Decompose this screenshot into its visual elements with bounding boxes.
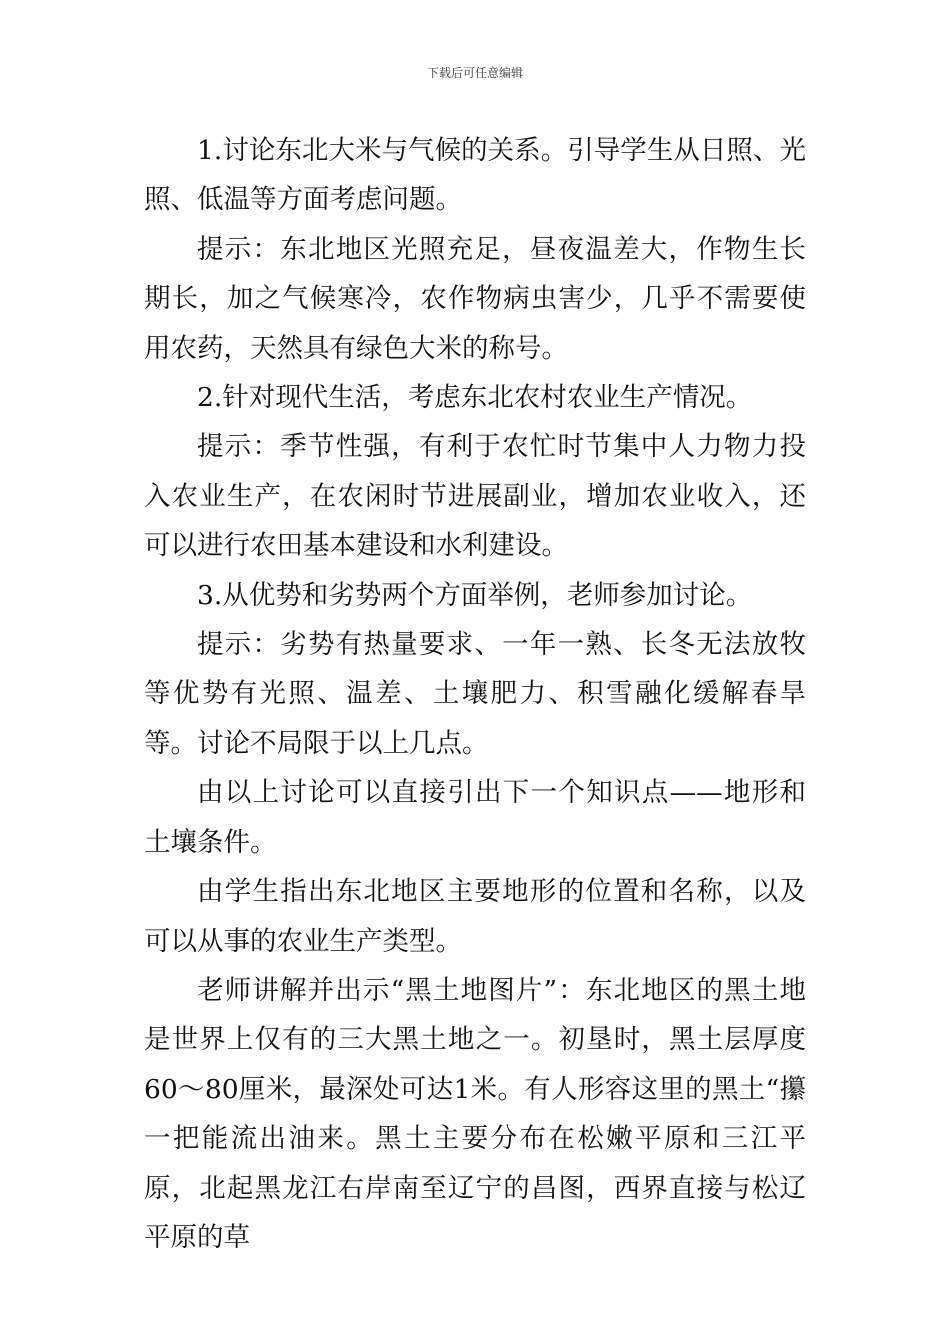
paragraph-3: 2.针对现代生活，考虑东北农村农业生产情况。 bbox=[197, 382, 753, 414]
paragraph-8: 由学生指出东北地区主要地形的位置和名称，以及可以从事的农业生产类型。 bbox=[144, 876, 806, 957]
page-header: 下载后可任意编辑 bbox=[426, 66, 523, 80]
paragraph-4: 提示：季节性强，有利于农忙时节集中人力物力投入农业生产，在农闲时节进展副业，增加农业收入，还可以进行农田基本建设和水利建设。 bbox=[144, 431, 806, 562]
paragraph-6: 提示：劣势有热量要求、一年一熟、长冬无法放牧等优势有光照、温差、土壤肥力、积雪融化缓解春旱等。讨论不局限于以上几点。 bbox=[144, 629, 806, 759]
document-body bbox=[144, 126, 806, 1262]
paragraph-2: 提示：东北地区光照充足，昼夜温差大，作物生长期长，加之气候寒冷，农作物病虫害少，几乎不需要使用农药，天然具有绿色大米的称号。 bbox=[144, 233, 806, 364]
paragraph-5: 3.从优势和劣势两个方面举例，老师参加讨论。 bbox=[197, 579, 753, 611]
paragraph-9: 老师讲解并出示“黑土地图片”：东北地区的黑土地是世界上仅有的三大黑土地之一。初垦时，黑土层厚度60～80厘米，最深处可达1米。有人形容这里的黑土“攥一把能流出油来。黑土主要分布在松嫩平原和三江平原，北起黑龙江右岸南至辽宁的昌图，西界直接与松辽平原的草 bbox=[144, 974, 806, 1253]
paragraph-7: 由以上讨论可以直接引出下一个知识点——地形和土壤条件。 bbox=[144, 777, 806, 858]
paragraph-1: 1.讨论东北大米与气候的关系。引导学生从日照、光照、低温等方面考虑问题。 bbox=[144, 135, 806, 216]
